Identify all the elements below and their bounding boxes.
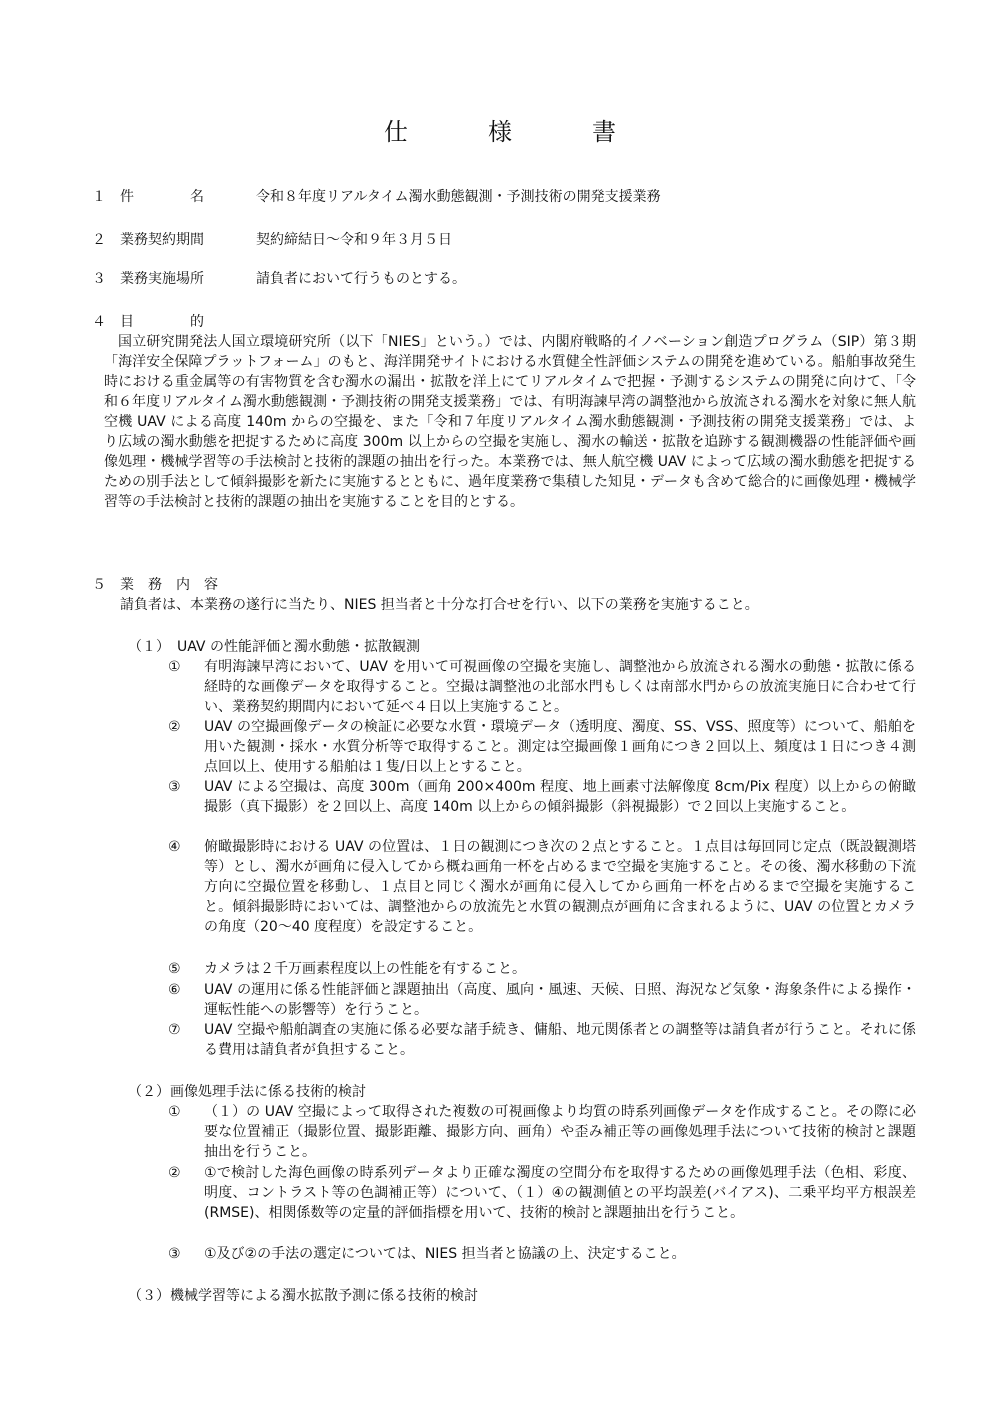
section-1-item-4 (168, 837, 916, 937)
section-1-item-2 (168, 717, 916, 777)
section-2-heading: （２）画像処理手法に係る技術的検討 (128, 1084, 366, 1100)
enum-mark: ② (168, 719, 181, 735)
enum-text: ①で検討した海色画像の時系列データより正確な濁度の空間分布を取得するための画像処理手法（色相、彩度、明度、コントラスト等の色調補正等）について、（１）④の観測値との平均誤差(バイアス)、二乗平均平方根誤差(RMSE)、相関係数等の定量的評価指標を用いて、技術的検討と課題抽出を行うこと。 (204, 1165, 916, 1221)
enum-text: UAV による空撮は、高度 300m（画角 200×400m 程度、地上画素寸法解像度 8cm/Pix 程度）以上からの俯瞰撮影（真下撮影）を２回以上、高度 140m 以上からの傾斜撮影（斜視撮影）で２回以上実施すること。 (204, 779, 916, 815)
enum-mark: ③ (168, 779, 181, 795)
item-label: 業 務 内 容 (120, 577, 218, 593)
enum-mark: ① (168, 659, 181, 675)
enum-mark: ④ (168, 839, 181, 855)
section-3-heading: （３）機械学習等による濁水拡散予測に係る技術的検討 (128, 1288, 478, 1304)
item-value: 令和８年度リアルタイム濁水動態観測・予測技術の開発支援業務 (256, 189, 661, 205)
item-number: １ (92, 189, 106, 205)
enum-text: 有明海諫早湾において、UAV を用いて可視画像の空撮を実施し、調整池から放流される濁水の動態・拡散に係る経時的な画像データを取得すること。空撮は調整池の北部水門もしくは南部水門からの放流実施日に合わせて行い、業務契約期間内において延べ４日以上実施すること。 (204, 659, 916, 715)
section-1-heading: （１） UAV の性能評価と濁水動態・拡散観測 (128, 639, 420, 655)
item-number: ５ (92, 577, 106, 593)
enum-mark: ③ (168, 1246, 181, 1262)
section-1-item-3 (168, 777, 916, 817)
enum-mark: ② (168, 1165, 181, 1181)
section-1-item-6 (168, 980, 916, 1020)
section-2-item-2 (168, 1163, 916, 1223)
page-title: 仕 様 書 (384, 118, 644, 146)
enum-text: ①及び②の手法の選定については、NIES 担当者と協議の上、決定すること。 (204, 1246, 686, 1262)
item-value: 請負者において行うものとする。 (256, 271, 466, 287)
enum-text: UAV の運用に係る性能評価と課題抽出（高度、風向・風速、天候、日照、海況など気象・海象条件による操作・運転性能への影響等）を行うこと。 (204, 982, 916, 1018)
item-label: 業務実施場所 (120, 271, 204, 287)
enum-mark: ① (168, 1104, 181, 1120)
section-1-item-5 (168, 959, 916, 979)
enum-text: 俯瞰撮影時における UAV の位置は、１日の観測につき次の２点とすること。１点目は毎回同じ定点（既設観測塔等）とし、濁水が画角に侵入してから概ね画角一杯を占めるまで空撮を実施すること。その後、濁水移動の下流方向に空撮位置を移動し、１点目と同じく濁水が画角に侵入してから画角一杯を占めるまで空撮を実施すること。傾斜撮影時においては、調整池からの放流先と水質の観測点が画角に含まれるように、UAV の位置とカメラの角度（20～40 度程度）を設定すること。 (204, 839, 916, 935)
item-number: ４ (92, 314, 106, 330)
enum-text: （１）の UAV 空撮によって取得された複数の可視画像より均質の時系列画像データを作成すること。その際に必要な位置補正（撮影位置、撮影距離、撮影方向、画角）や歪み補正等の画像処理手法について技術的検討と課題抽出を行うこと。 (204, 1104, 916, 1160)
enum-mark: ⑤ (168, 961, 181, 977)
item-label: 目 的 (120, 314, 204, 330)
enum-mark: ⑥ (168, 982, 181, 998)
section-1-item-1 (168, 657, 916, 717)
enum-mark: ⑦ (168, 1022, 181, 1038)
purpose-paragraph: 国立研究開発法人国立環境研究所（以下「NIES」という。）では、内閣府戦略的イノベーション創造プログラム（SIP）第３期「海洋安全保障プラットフォーム」のもと、海洋開発サイトにおける水質健全性評価システムの開発を進めている。船舶事故発生時における重金属等の有害物質を含む濁水の漏出・拡散を洋上にてリアルタイムで把握・予測するシステムの開発に向けて、「令和６年度リアルタイム濁水動態観測・予測技術の開発支援業務」では、有明海諫早湾の調整池から放流される濁水を対象に無人航空機 UAV による高度 140m からの空撮を、また「令和７年度リアルタイム濁水動態観測・予測技術の開発支援業務」では、より広域の濁水動態を把捉するために高度 300m 以上からの空撮を実施し、濁水の輸送・拡散を追跡する観測機器の性能評価や画像処理・機械学習等の手法検討と技術的課題の抽出を行った。本業務では、無人航空機 UAV によって広域の濁水動態を把捉するための別手法として傾斜撮影を新たに実施するとともに、過年度業務で集積した知見・データも含めて総合的に画像処理・機械学習等の手法検討と技術的課題の抽出を実施することを目的とする。 (104, 334, 916, 510)
section-2-item-1 (168, 1102, 916, 1162)
enum-text: カメラは２千万画素程度以上の性能を有すること。 (204, 961, 526, 977)
item-label: 件 名 (120, 189, 204, 205)
section-2-item-3 (168, 1244, 916, 1264)
section-1-item-7 (168, 1020, 916, 1060)
contents-intro: 請負者は、本業務の遂行に当たり、NIES 担当者と十分な打合せを行い、以下の業務を実施すること。 (120, 597, 759, 613)
enum-text: UAV 空撮や船舶調査の実施に係る必要な諸手続き、傭船、地元関係者との調整等は請負者が行うこと。それに係る費用は請負者が負担すること。 (204, 1022, 916, 1058)
item-value: 契約締結日～令和９年３月５日 (256, 232, 452, 248)
item-number: ２ (92, 232, 106, 248)
enum-text: UAV の空撮画像データの検証に必要な水質・環境データ（透明度、濁度、SS、VSS、照度等）について、船舶を用いた観測・採水・水質分析等で取得すること。測定は空撮画像１画角につき２回以上、頻度は１日につき４測点回以上、使用する船舶は１隻/日以上とすること。 (204, 719, 916, 775)
item-number: ３ (92, 271, 106, 287)
item-label: 業務契約期間 (120, 232, 204, 248)
